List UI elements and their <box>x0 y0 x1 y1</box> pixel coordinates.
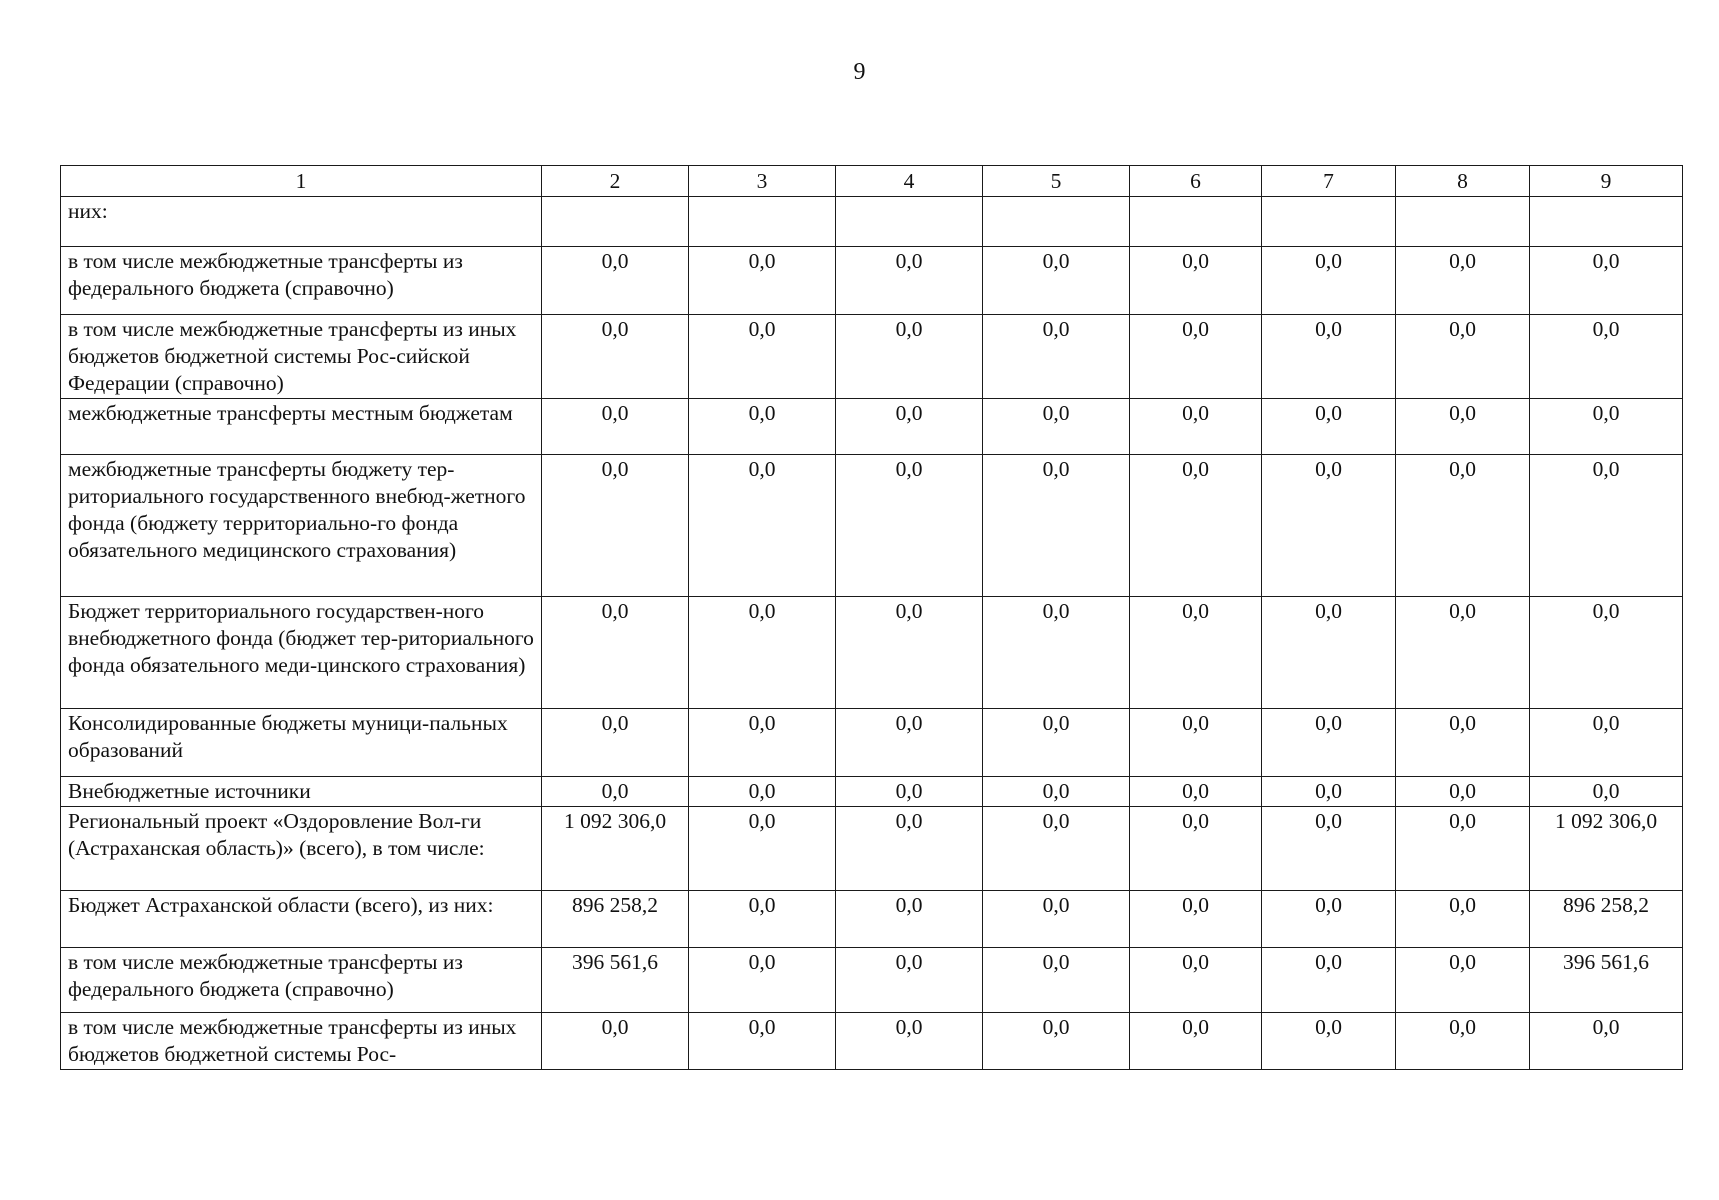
value-cell: 0,0 <box>1262 807 1396 891</box>
value-cell: 0,0 <box>836 948 983 1013</box>
value-cell: 0,0 <box>836 709 983 777</box>
value-cell <box>983 197 1130 247</box>
value-cell: 0,0 <box>983 455 1130 597</box>
value-cell: 0,0 <box>983 777 1130 807</box>
value-cell: 0,0 <box>983 597 1130 709</box>
value-cell: 0,0 <box>1262 891 1396 948</box>
column-header: 7 <box>1262 166 1396 197</box>
table-row <box>61 197 1683 247</box>
value-cell: 0,0 <box>1262 597 1396 709</box>
table-row <box>61 777 1683 807</box>
value-cell: 0,0 <box>1530 1013 1683 1070</box>
row-label: межбюджетные трансферты бюджету тер-риториального государственного внебюд-жетного фонда (бюджету территориально-го фонда обязательного медицинского страхования) <box>61 455 542 597</box>
table-row <box>61 709 1683 777</box>
row-label: Региональный проект «Оздоровление Вол-ги (Астраханская область)» (всего), в том числе: <box>61 807 542 891</box>
value-cell: 0,0 <box>1530 455 1683 597</box>
value-cell: 0,0 <box>542 597 689 709</box>
value-cell: 396 561,6 <box>542 948 689 1013</box>
value-cell: 0,0 <box>1262 399 1396 455</box>
row-label: в том числе межбюджетные трансферты из иных бюджетов бюджетной системы Рос-сийской Федерации (справочно) <box>61 315 542 399</box>
value-cell: 0,0 <box>1262 777 1396 807</box>
value-cell: 0,0 <box>1396 777 1530 807</box>
row-label: них: <box>61 197 542 247</box>
row-label: Внебюджетные источники <box>61 777 542 807</box>
table-row <box>61 948 1683 1013</box>
value-cell: 0,0 <box>1530 247 1683 315</box>
column-header: 2 <box>542 166 689 197</box>
value-cell: 0,0 <box>542 709 689 777</box>
value-cell: 0,0 <box>1262 709 1396 777</box>
row-label: Бюджет территориального государствен-ного внебюджетного фонда (бюджет тер-риториального фонда обязательного меди-цинского страхования) <box>61 597 542 709</box>
value-cell: 0,0 <box>836 399 983 455</box>
value-cell: 0,0 <box>983 948 1130 1013</box>
value-cell: 396 561,6 <box>1530 948 1683 1013</box>
value-cell <box>1396 197 1530 247</box>
row-label: в том числе межбюджетные трансферты из иных бюджетов бюджетной системы Рос- <box>61 1013 542 1070</box>
value-cell <box>689 197 836 247</box>
value-cell: 0,0 <box>1396 247 1530 315</box>
column-header: 9 <box>1530 166 1683 197</box>
value-cell: 0,0 <box>1396 315 1530 399</box>
value-cell: 0,0 <box>836 455 983 597</box>
value-cell: 896 258,2 <box>1530 891 1683 948</box>
value-cell: 0,0 <box>1396 597 1530 709</box>
value-cell: 0,0 <box>983 891 1130 948</box>
value-cell: 0,0 <box>983 807 1130 891</box>
value-cell: 0,0 <box>983 315 1130 399</box>
value-cell: 0,0 <box>836 891 983 948</box>
row-label: Консолидированные бюджеты муници-пальных образований <box>61 709 542 777</box>
value-cell: 0,0 <box>1130 709 1262 777</box>
value-cell: 0,0 <box>689 709 836 777</box>
value-cell: 0,0 <box>1530 777 1683 807</box>
table-row <box>61 1013 1683 1070</box>
value-cell: 0,0 <box>1262 455 1396 597</box>
value-cell: 0,0 <box>689 807 836 891</box>
value-cell: 0,0 <box>1530 399 1683 455</box>
value-cell <box>1130 197 1262 247</box>
value-cell: 0,0 <box>1396 709 1530 777</box>
value-cell: 0,0 <box>689 315 836 399</box>
table-row <box>61 247 1683 315</box>
value-cell: 0,0 <box>1530 315 1683 399</box>
table-body <box>61 197 1683 1070</box>
table-row <box>61 315 1683 399</box>
value-cell: 0,0 <box>836 777 983 807</box>
value-cell: 0,0 <box>1396 891 1530 948</box>
value-cell: 0,0 <box>1130 315 1262 399</box>
column-header: 3 <box>689 166 836 197</box>
value-cell: 0,0 <box>689 948 836 1013</box>
column-header: 6 <box>1130 166 1262 197</box>
table-row <box>61 399 1683 455</box>
value-cell: 0,0 <box>542 399 689 455</box>
value-cell: 0,0 <box>836 1013 983 1070</box>
table-row <box>61 597 1683 709</box>
column-header: 4 <box>836 166 983 197</box>
value-cell: 0,0 <box>542 315 689 399</box>
table-row <box>61 455 1683 597</box>
value-cell: 0,0 <box>983 709 1130 777</box>
value-cell: 0,0 <box>1396 1013 1530 1070</box>
value-cell: 0,0 <box>1396 399 1530 455</box>
value-cell: 0,0 <box>1130 1013 1262 1070</box>
value-cell: 0,0 <box>689 455 836 597</box>
value-cell <box>1530 197 1683 247</box>
value-cell: 0,0 <box>1130 455 1262 597</box>
value-cell: 0,0 <box>689 399 836 455</box>
value-cell: 0,0 <box>836 597 983 709</box>
value-cell: 0,0 <box>1130 399 1262 455</box>
value-cell: 0,0 <box>542 777 689 807</box>
value-cell: 0,0 <box>1262 1013 1396 1070</box>
value-cell: 0,0 <box>1130 247 1262 315</box>
row-label: Бюджет Астраханской области (всего), из них: <box>61 891 542 948</box>
row-label: в том числе межбюджетные трансферты из федерального бюджета (справочно) <box>61 948 542 1013</box>
column-header: 5 <box>983 166 1130 197</box>
value-cell: 0,0 <box>1130 948 1262 1013</box>
value-cell: 0,0 <box>1396 807 1530 891</box>
row-label: межбюджетные трансферты местным бюджетам <box>61 399 542 455</box>
value-cell: 0,0 <box>542 455 689 597</box>
value-cell <box>542 197 689 247</box>
value-cell: 0,0 <box>836 247 983 315</box>
value-cell: 0,0 <box>689 891 836 948</box>
value-cell: 0,0 <box>1130 807 1262 891</box>
value-cell: 0,0 <box>1130 597 1262 709</box>
value-cell: 0,0 <box>983 399 1130 455</box>
value-cell: 0,0 <box>836 807 983 891</box>
value-cell: 0,0 <box>689 597 836 709</box>
value-cell: 0,0 <box>983 247 1130 315</box>
value-cell: 0,0 <box>542 1013 689 1070</box>
column-number-row <box>61 166 1683 197</box>
value-cell <box>836 197 983 247</box>
value-cell: 0,0 <box>983 1013 1130 1070</box>
value-cell: 1 092 306,0 <box>542 807 689 891</box>
value-cell: 0,0 <box>689 1013 836 1070</box>
value-cell: 0,0 <box>836 315 983 399</box>
row-label: в том числе межбюджетные трансферты из федерального бюджета (справочно) <box>61 247 542 315</box>
value-cell: 0,0 <box>689 247 836 315</box>
value-cell: 0,0 <box>1396 455 1530 597</box>
column-header: 8 <box>1396 166 1530 197</box>
table-row <box>61 891 1683 948</box>
value-cell: 1 092 306,0 <box>1530 807 1683 891</box>
value-cell: 0,0 <box>542 247 689 315</box>
value-cell: 0,0 <box>1130 891 1262 948</box>
value-cell: 0,0 <box>1130 777 1262 807</box>
value-cell: 0,0 <box>1262 948 1396 1013</box>
table-row <box>61 807 1683 891</box>
value-cell: 0,0 <box>1530 709 1683 777</box>
value-cell: 0,0 <box>1396 948 1530 1013</box>
value-cell: 896 258,2 <box>542 891 689 948</box>
page-number: 9 <box>853 59 866 85</box>
column-header: 1 <box>61 166 542 197</box>
value-cell: 0,0 <box>1262 247 1396 315</box>
value-cell: 0,0 <box>1530 597 1683 709</box>
value-cell: 0,0 <box>689 777 836 807</box>
value-cell <box>1262 197 1396 247</box>
budget-table <box>60 165 1683 1070</box>
value-cell: 0,0 <box>1262 315 1396 399</box>
